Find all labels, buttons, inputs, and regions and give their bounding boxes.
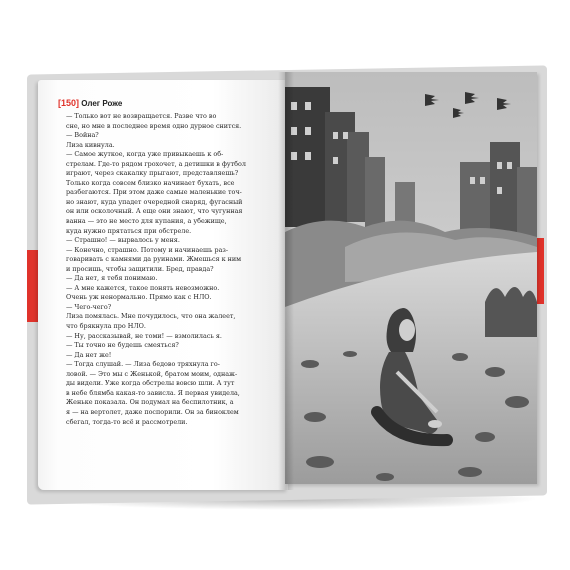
text-line: он или осколочный. А еще они знают, что чугунная: [66, 207, 243, 216]
text-line: сбегал, тогда-то всё и рассмотрели.: [66, 417, 188, 426]
text-line: разбегаются. При этом даже самые маленькие точ-: [66, 188, 242, 197]
text-line: Лиза помялась. Мне почудилось, что она жалеет,: [66, 312, 236, 321]
text-line: в небе блямба какая-то зависла. Я первая увидела,: [66, 388, 240, 397]
text-line: ванна — это не место для купания, а убежище,: [66, 217, 227, 226]
text-line: стрелам. Где-то рядом грохочет, а детишки в футбол: [66, 159, 246, 168]
text-line: говаривать с камнями да руинами. Жмешься к ним: [66, 255, 242, 264]
book-gutter: [278, 72, 294, 490]
text-line: — Ну, рассказывай, не томи! — взмолилась я.: [66, 331, 222, 340]
page-header: [58, 98, 122, 108]
text-line: ды видели. Уже когда обстрелы вовсю шли. А тут: [66, 379, 235, 388]
page-number: [150]: [58, 98, 80, 108]
text-line: — Самое жуткое, когда уже привыкаешь к об-: [66, 150, 224, 159]
bushes: [485, 287, 537, 337]
text-line: — Да нет же!: [66, 350, 112, 359]
page-text: [58, 112, 258, 427]
text-line: Очень уж ненормально. Прямо как с НЛО.: [66, 293, 212, 302]
text-line: сне, но мне в последнее время одно дурное снится.: [66, 121, 242, 130]
text-line: — Ты точно не будешь смеяться?: [66, 341, 179, 350]
text-line: Женьке показала. Он подумал на беспилотник, а: [66, 398, 234, 407]
text-line: — Тогда слушай. — Лиза бедово тряхнула го-: [66, 360, 220, 369]
right-page-illustration: [285, 72, 537, 484]
text-line: — А мне кажется, такое понять невозможно.: [66, 283, 220, 292]
text-line: что брякнула про НЛО.: [66, 322, 146, 331]
author-name: Олег Роже: [81, 99, 123, 108]
text-line: я — на вертолет, даже поспорили. Он за биноклем: [66, 407, 239, 416]
text-line: Лиза кивнула.: [66, 140, 115, 149]
text-line: но знают, куда упадет очередной снаряд, фугасный: [66, 197, 243, 206]
text-line: Только когда совсем близко начинает бухать, все: [66, 178, 235, 187]
text-line: — Только вот не возвращается. Разве что во: [66, 112, 217, 120]
text-line: играют, через скакалку прыгают, представляешь?: [66, 169, 239, 178]
text-line: — Конечно, страшно. Потому и начинаешь раз-: [66, 245, 229, 254]
text-line: — Страшно! — вырвалось у меня.: [66, 236, 180, 245]
illustration: [285, 72, 537, 484]
text-line: — Да нет, я тебя понимаю.: [66, 274, 158, 283]
text-line: — Чего-чего?: [66, 302, 112, 311]
text-line: куда нужно прятаться при обстреле.: [66, 226, 192, 235]
text-line: ловой. — Это мы с Женькой, братом моим, однаж-: [66, 369, 238, 378]
text-line: и просишь, чтобы защитили. Бред, правда?: [66, 264, 214, 273]
text-line: — Война?: [66, 131, 99, 140]
